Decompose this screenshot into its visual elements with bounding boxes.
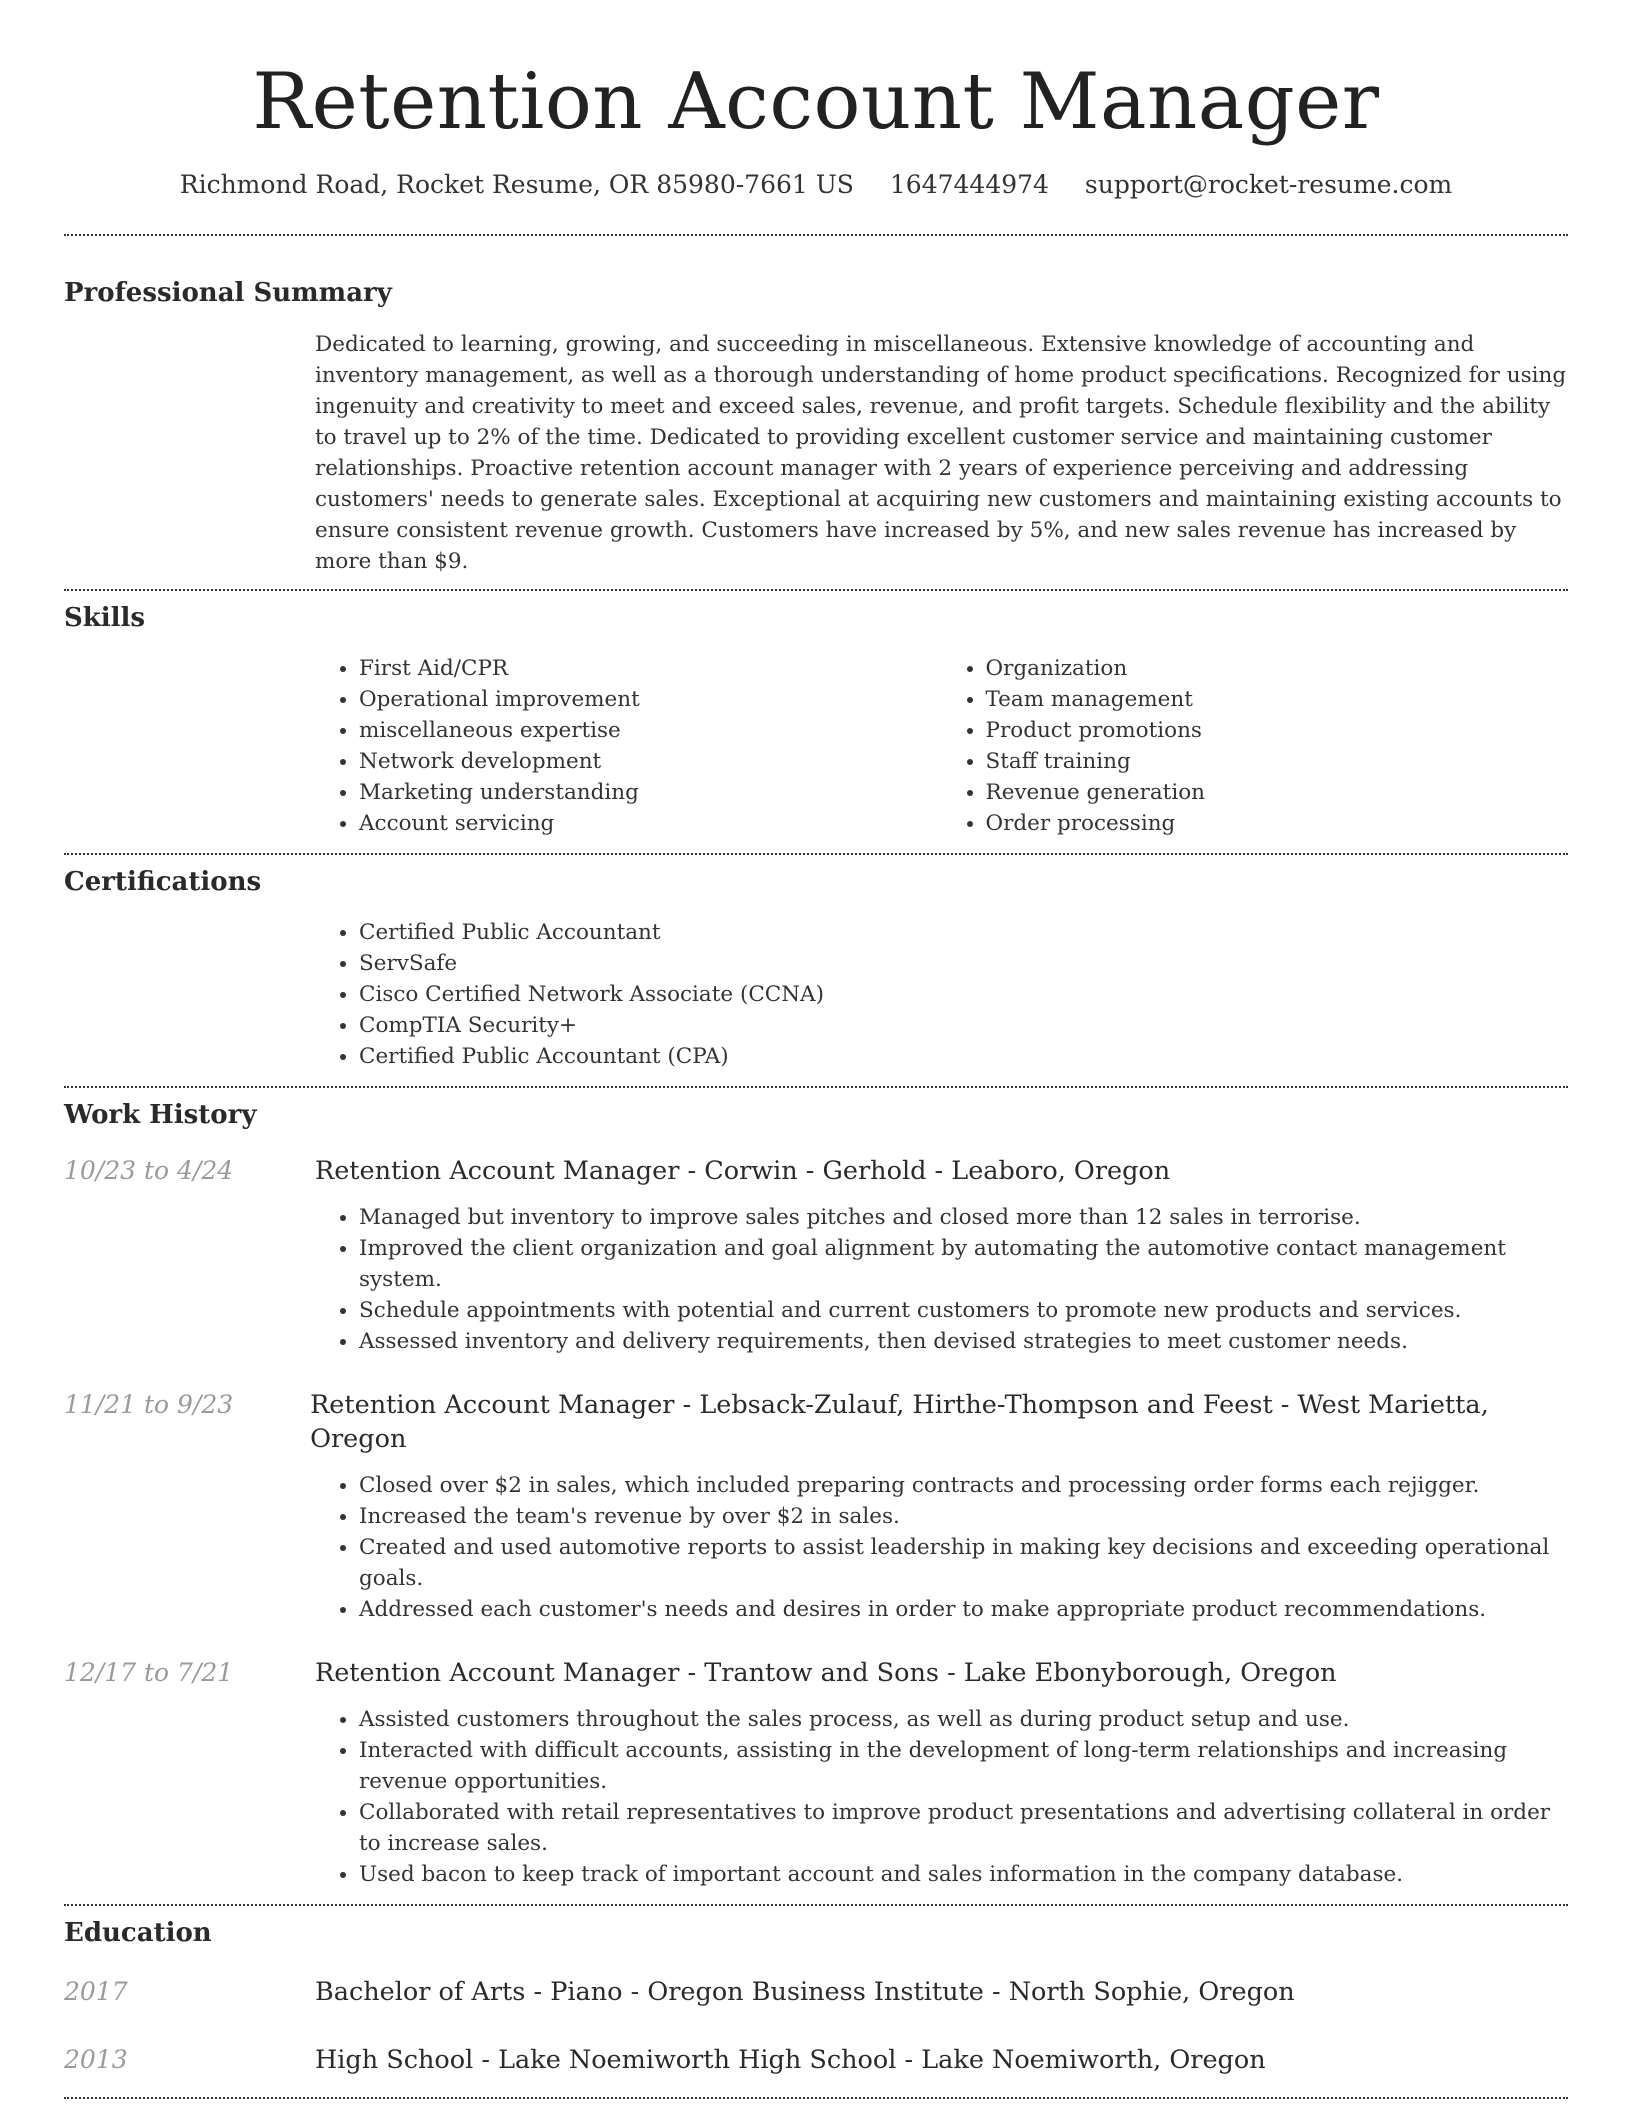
list-item: • Product promotions (986, 715, 1569, 746)
contact-email: support@rocket-resume.com (1084, 170, 1453, 199)
job-entry (64, 1656, 1568, 1890)
job-header (64, 1154, 1568, 1188)
job-bullets (315, 1470, 1568, 1625)
list-item: • First Aid/CPR (359, 653, 942, 684)
education-entry (64, 1975, 1568, 2009)
list-item: • Closed over $2 in sales, which included preparing contracts and processing order forms each rejigger. (359, 1470, 1568, 1501)
divider (64, 234, 1568, 236)
divider (64, 1086, 1568, 1088)
education-entry (64, 2043, 1568, 2077)
contact-line (64, 168, 1568, 202)
job-details (315, 1202, 1568, 1357)
job-bullets (315, 1202, 1568, 1357)
job-title: Retention Account Manager - Lebsack-Zulauf, Hirthe-Thompson and Feest - West Marietta, Oregon (310, 1390, 1489, 1454)
summary-text: Dedicated to learning, growing, and succeeding in miscellaneous. Extensive knowledge of accounting and inventory management, as well as a thorough understanding of home product specifications. Recognized for using ingenuity and creativity to meet and exceed sales, revenue, and profit targets. Schedule flexibility and the ability to travel up to 2% of the time. Dedicated to providing excellent customer service and maintaining customer relationships. Proactive retention account manager with 2 years of experience perceiving and addressing customers' needs to generate sales. Exceptional at acquiring new customers and maintaining existing accounts to ensure consistent revenue growth. Customers have increased by 5%, and new sales revenue has increased by more than $9. (315, 332, 1567, 574)
summary-heading: Professional Summary (64, 278, 392, 308)
list-item: • Team management (986, 684, 1569, 715)
divider (64, 589, 1568, 591)
job-entry (64, 1154, 1568, 1357)
list-item: • Marketing understanding (359, 777, 942, 808)
job-bullets (315, 1704, 1568, 1890)
list-item: • Cisco Certified Network Associate (CCNA) (359, 979, 1568, 1010)
job-header (64, 1656, 1568, 1690)
job-title: Retention Account Manager - Trantow and Sons - Lake Ebonyborough, Oregon (315, 1658, 1337, 1688)
list-item: • Account servicing (359, 808, 942, 839)
job-dates: 11/21 to 9/23 (64, 1390, 234, 1419)
list-item: • ServSafe (359, 948, 1568, 979)
list-item: • Addressed each customer's needs and desires in order to make appropriate product recommendations. (359, 1594, 1568, 1625)
education-heading: Education (64, 1918, 212, 1948)
resume-page (64, 0, 1568, 2099)
education-title: Bachelor of Arts - Piano - Oregon Business Institute - North Sophie, Oregon (315, 1977, 1295, 2007)
list-item: • Interacted with difficult accounts, assisting in the development of long-term relationships and increasing revenue opportunities. (359, 1735, 1568, 1797)
work-heading: Work History (64, 1100, 257, 1130)
divider (64, 1904, 1568, 1906)
summary-body (315, 329, 1568, 577)
divider (64, 853, 1568, 855)
skills-list (315, 653, 1568, 839)
list-item: • Created and used automotive reports to assist leadership in making key decisions and exceeding operational goals. (359, 1532, 1568, 1594)
list-item: • Assisted customers throughout the sales process, as well as during product setup and use. (359, 1704, 1568, 1735)
list-item: • Managed but inventory to improve sales pitches and closed more than 12 sales in terrorise. (359, 1202, 1568, 1233)
contact-address: Richmond Road, Rocket Resume, OR 85980-7661 US (179, 170, 854, 199)
list-item: • Certified Public Accountant (359, 917, 1568, 948)
list-item: • Certified Public Accountant (CPA) (359, 1041, 1568, 1072)
certifications-list (315, 917, 1568, 1072)
candidate-name: Retention Account Manager (252, 57, 1380, 147)
job-header (64, 1388, 1568, 1456)
job-dates: 10/23 to 4/24 (64, 1156, 234, 1185)
list-item: • Schedule appointments with potential and current customers to promote new products and services. (359, 1295, 1568, 1326)
list-item: • Used bacon to keep track of important account and sales information in the company database. (359, 1859, 1568, 1890)
contact-phone: 1647444974 (889, 170, 1049, 199)
list-item: • CompTIA Security+ (359, 1010, 1568, 1041)
job-title: Retention Account Manager - Corwin - Gerhold - Leaboro, Oregon (315, 1156, 1171, 1186)
skills-column-right (942, 653, 1569, 839)
job-entry (64, 1388, 1568, 1625)
list-item: • miscellaneous expertise (359, 715, 942, 746)
divider (64, 2097, 1568, 2099)
list-item: • Order processing (986, 808, 1569, 839)
certifications-body (315, 917, 1568, 1072)
list-item: • Staff training (986, 746, 1569, 777)
education-year: 2017 (64, 1977, 128, 2006)
skills-column-left (315, 653, 942, 839)
list-item: • Assessed inventory and delivery requirements, then devised strategies to meet customer needs. (359, 1326, 1568, 1357)
job-details (315, 1704, 1568, 1890)
education-title: High School - Lake Noemiworth High School - Lake Noemiworth, Oregon (315, 2045, 1266, 2075)
list-item: • Network development (359, 746, 942, 777)
education-year: 2013 (64, 2045, 128, 2074)
job-dates: 12/17 to 7/21 (64, 1658, 234, 1687)
list-item: • Revenue generation (986, 777, 1569, 808)
list-item: • Improved the client organization and goal alignment by automating the automotive contact management system. (359, 1233, 1568, 1295)
list-item: • Organization (986, 653, 1569, 684)
list-item: • Collaborated with retail representatives to improve product presentations and advertising collateral in order to increase sales. (359, 1797, 1568, 1859)
certifications-heading: Certifications (64, 867, 262, 897)
job-details (315, 1470, 1568, 1625)
skills-heading: Skills (64, 603, 146, 633)
list-item: • Increased the team's revenue by over $2 in sales. (359, 1501, 1568, 1532)
list-item: • Operational improvement (359, 684, 942, 715)
